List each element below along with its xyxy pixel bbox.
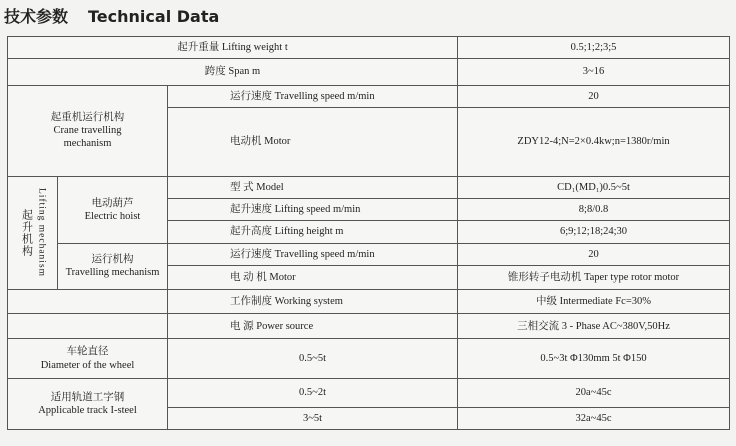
crane-travelling-zh: 起重机运行机构 — [50, 112, 125, 123]
title-zh: 技术参数 — [4, 7, 69, 26]
working-system-value: 中级 Intermediate Fc=30% — [458, 290, 730, 314]
lifting-mechanism-zh: 起升机构 — [20, 208, 33, 257]
wheel-capacity: 0.5~5t — [168, 338, 458, 379]
working-system-label: 工作制度 Working system — [168, 290, 458, 314]
track-label-zh: 适用轨道工字钢 — [50, 392, 125, 404]
table-row — [8, 37, 730, 59]
wheel-label-zh: 车轮直径 — [66, 346, 109, 358]
wheel-label-en: Diameter of the wheel — [40, 359, 135, 371]
technical-data-table — [7, 36, 730, 430]
wheel-label — [8, 338, 168, 379]
crane-speed-label: 运行速度 Travelling speed m/min — [168, 85, 458, 107]
travel-motor-value: 锥形转子电动机 Taper type rotor motor — [458, 265, 730, 289]
table-row — [8, 59, 730, 85]
span-label: 跨度 Span m — [8, 59, 458, 85]
lifting-mechanism-group — [8, 176, 58, 289]
table-row — [8, 290, 730, 314]
title-en: Technical Data — [88, 7, 220, 26]
lifting-weight-label: 起升重量 Lifting weight t — [8, 37, 458, 59]
lifting-speed-value: 8;8/0.8 — [458, 199, 730, 221]
track-capacity-2: 3~5t — [168, 407, 458, 429]
table-row — [8, 379, 730, 407]
table-row — [8, 314, 730, 338]
electric-hoist-en: Electric hoist — [84, 210, 141, 222]
track-value-2: 32a~45c — [458, 407, 730, 429]
lifting-speed-label: 起升速度 Lifting speed m/min — [168, 199, 458, 221]
model-label: 型 式 Model — [168, 176, 458, 198]
crane-travelling-en: Crane travelling mechanism — [53, 125, 122, 150]
lifting-mechanism-en: Lifting mechanism — [36, 188, 47, 278]
crane-motor-value: ZDY12-4;N=2×0.4kw;n=1380r/min — [458, 107, 730, 176]
table-row — [8, 85, 730, 107]
span-value: 3~16 — [458, 59, 730, 85]
travel-speed-label: 运行速度 Travelling speed m/min — [168, 243, 458, 265]
model-value: CD₁(MD₁)0.5~5t — [458, 176, 730, 198]
track-label-en: Applicable track I-steel — [38, 405, 137, 417]
power-source-value: 三相交流 3 - Phase AC~380V,50Hz — [458, 314, 730, 338]
table-row — [8, 338, 730, 379]
lifting-height-value: 6;9;12;18;24;30 — [458, 221, 730, 243]
table-row — [8, 176, 730, 198]
power-source-label: 电 源 Power source — [168, 314, 458, 338]
lifting-height-label: 起升高度 Lifting height m — [168, 221, 458, 243]
table-row — [8, 243, 730, 265]
track-capacity-1: 0.5~2t — [168, 379, 458, 407]
track-value-1: 20a~45c — [458, 379, 730, 407]
travelling-mechanism-zh: 运行机构 — [91, 254, 134, 266]
wheel-value: 0.5~3t Φ130mm 5t Φ150 — [458, 338, 730, 379]
travelling-mechanism-group — [58, 243, 168, 290]
crane-travelling-group — [8, 85, 168, 176]
travel-speed-value: 20 — [458, 243, 730, 265]
travelling-mechanism-en: Travelling mechanism — [65, 267, 160, 279]
electric-hoist-group — [58, 176, 168, 243]
crane-motor-label: 电动机 Motor — [168, 107, 458, 176]
lifting-weight-value: 0.5;1;2;3;5 — [458, 37, 730, 59]
electric-hoist-zh: 电动葫芦 — [91, 197, 134, 209]
travel-motor-label: 电 动 机 Motor — [168, 265, 458, 289]
page-title — [4, 4, 219, 27]
crane-speed-value: 20 — [458, 85, 730, 107]
track-label — [8, 379, 168, 430]
